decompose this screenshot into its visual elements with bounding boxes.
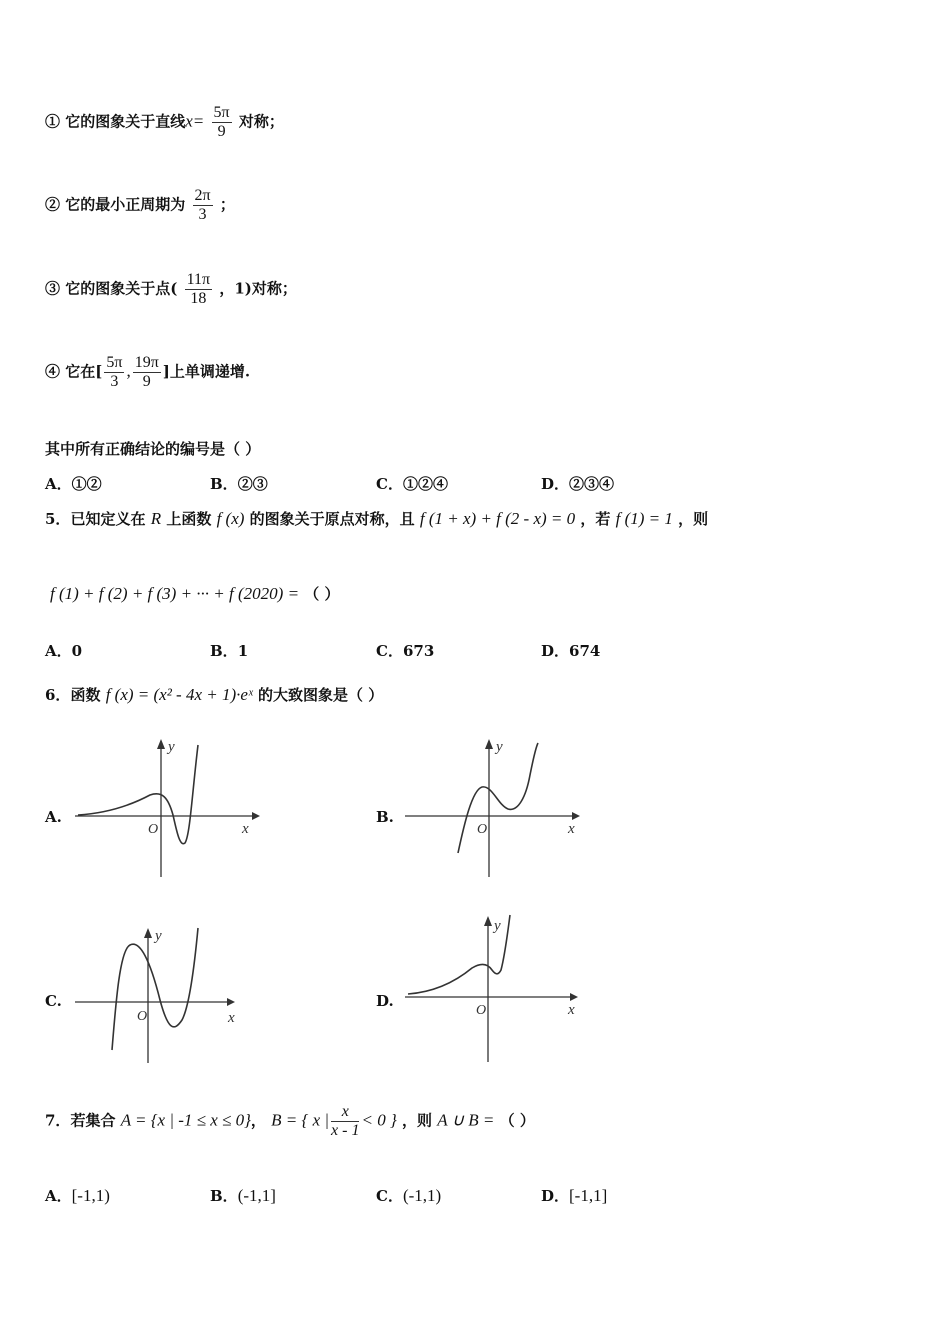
option-b[interactable]: B．②③ bbox=[210, 475, 268, 493]
curve-b bbox=[458, 743, 538, 853]
x-axis-arrow-icon bbox=[572, 812, 580, 820]
graph-a[interactable] bbox=[70, 735, 270, 885]
axis-x-label: x bbox=[242, 821, 249, 837]
axis-x-label: x bbox=[568, 821, 575, 837]
graph-c[interactable] bbox=[70, 920, 270, 1070]
graph-a-label[interactable]: A. bbox=[45, 808, 62, 826]
origin-label: O bbox=[137, 1009, 148, 1024]
statement-2: ② 它的最小正周期为 $\frac{2\pi}{3}$ ； bbox=[45, 187, 235, 223]
question-5-sum: f (1) + f (2) + f (3) + ··· + f (2020) = （ ） bbox=[50, 584, 340, 603]
y-axis-arrow-icon bbox=[144, 928, 152, 938]
circle-3-icon: ③ bbox=[45, 279, 61, 298]
axis-y-label: y bbox=[494, 918, 501, 934]
y-axis-arrow-icon bbox=[485, 739, 493, 749]
origin-label: O bbox=[148, 822, 159, 837]
fraction: $\frac{11\pi}{18}$ bbox=[186, 271, 211, 307]
option-a[interactable]: A．0 bbox=[45, 642, 83, 660]
y-axis-arrow-icon bbox=[484, 916, 492, 926]
fraction: $\frac{x}{x - 1}$ bbox=[331, 1103, 360, 1139]
fraction: $\frac{5\pi}{9}$ bbox=[213, 104, 230, 140]
option-c[interactable]: C．673 bbox=[376, 642, 435, 660]
curve-a bbox=[78, 745, 198, 844]
option-b[interactable]: B．(-1,1] bbox=[210, 1186, 276, 1205]
graph-b-label[interactable]: B. bbox=[376, 808, 394, 826]
question-prompt: 其中所有正确结论的编号是（ ） bbox=[45, 440, 261, 458]
statement-4: ④ 它在[ $\frac{5\pi}{3}$ , $\frac{19\pi}{9}$ ]上单调递增. bbox=[45, 354, 251, 390]
fraction: $\frac{5\pi}{3}$ bbox=[106, 354, 123, 390]
circle-1-icon: ① bbox=[45, 112, 61, 131]
option-a[interactable]: A．①② bbox=[45, 475, 102, 493]
question-6: 6．函数 f (x) = (x² - 4x + 1)·eˣ 的大致图象是（ ） bbox=[45, 685, 384, 704]
circle-2-icon: ② bbox=[45, 195, 61, 214]
option-d[interactable]: D．[-1,1] bbox=[541, 1186, 608, 1205]
graph-d-label[interactable]: D. bbox=[376, 992, 394, 1010]
axis-x-label: x bbox=[228, 1010, 235, 1026]
option-d[interactable]: D．②③④ bbox=[541, 475, 615, 493]
graph-d[interactable] bbox=[400, 910, 600, 1070]
fraction: $\frac{2\pi}{3}$ bbox=[194, 187, 211, 223]
question-5: 5．已知定义在 R 上函数 f (x) 的图象关于原点对称，且 f (1 + x) + f (2 - x) = 0 ，若 f (1) = 1 ，则 bbox=[45, 509, 709, 528]
option-d[interactable]: D．674 bbox=[541, 642, 601, 660]
curve-c bbox=[112, 928, 198, 1050]
axis-y-label: y bbox=[155, 928, 162, 944]
origin-label: O bbox=[477, 822, 488, 837]
option-b[interactable]: B．1 bbox=[210, 642, 249, 660]
option-a[interactable]: A．[-1,1) bbox=[45, 1186, 110, 1205]
x-axis-arrow-icon bbox=[570, 993, 578, 1001]
statement-1: ① 它的图象关于直线x= $\frac{5\pi}{9}$ 对称； bbox=[45, 104, 284, 140]
x-axis-arrow-icon bbox=[227, 998, 235, 1006]
question-7: 7．若集合 A = {x | -1 ≤ x ≤ 0}， B = { x | $\frac{x}{x - 1}$ < 0 } ，则 A ∪ B = （ ） bbox=[45, 1103, 535, 1139]
circle-4-icon: ④ bbox=[45, 362, 61, 381]
y-axis-arrow-icon bbox=[157, 739, 165, 749]
graph-c-label[interactable]: C. bbox=[45, 992, 62, 1010]
option-c[interactable]: C．①②④ bbox=[376, 475, 448, 493]
axis-x-label: x bbox=[568, 1002, 575, 1018]
option-c[interactable]: C．(-1,1) bbox=[376, 1186, 442, 1205]
axis-y-label: y bbox=[496, 739, 503, 755]
graph-b[interactable] bbox=[400, 735, 600, 885]
origin-label: O bbox=[476, 1003, 487, 1018]
axis-y-label: y bbox=[168, 739, 175, 755]
fraction: $\frac{19\pi}{9}$ bbox=[134, 354, 159, 390]
statement-3: ③ 它的图象关于点( $\frac{11\pi}{18}$ ，1)对称； bbox=[45, 271, 297, 307]
x-axis-arrow-icon bbox=[252, 812, 260, 820]
